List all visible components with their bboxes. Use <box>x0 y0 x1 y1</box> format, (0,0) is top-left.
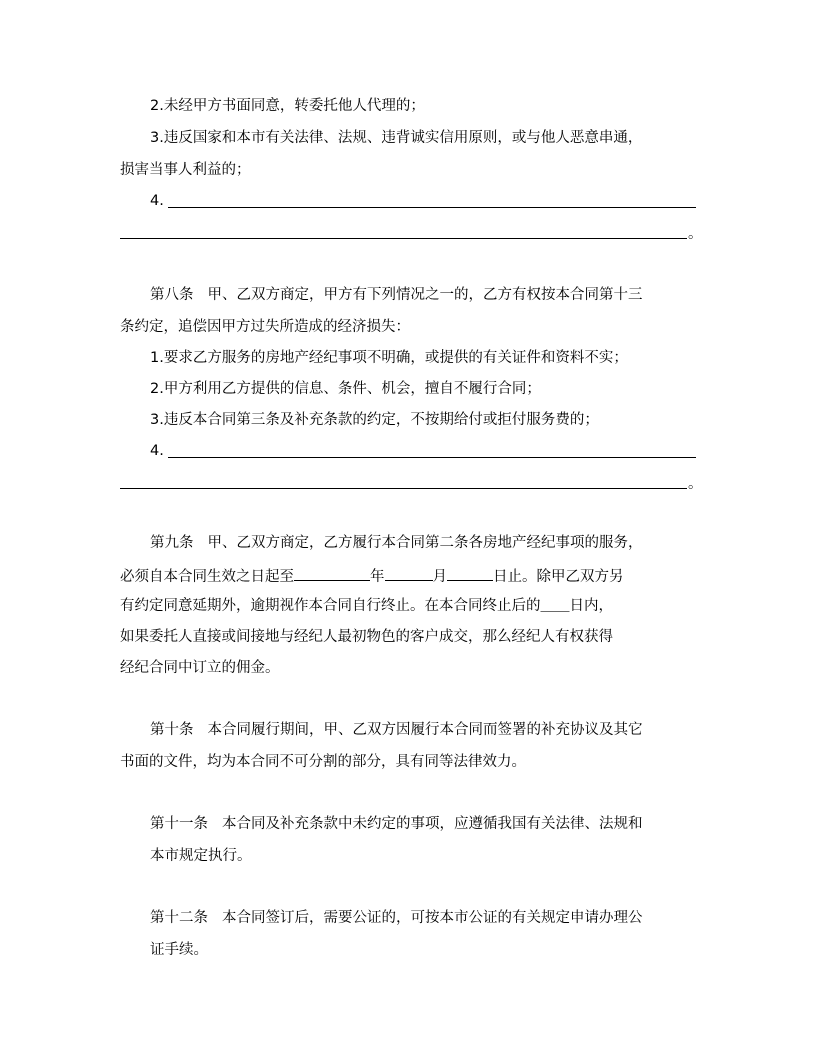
article10-heading: 第十条 <box>150 722 194 738</box>
article10-line2: 书面的文件，均为本合同不可分割的部分，具有同等法律效力。 <box>120 754 526 770</box>
article8-item4-label: 4. <box>150 443 164 459</box>
article9-days-blank: ＿＿ <box>540 598 570 614</box>
article8-item1: 1.要求乙方服务的房地产经纪事项不明确，或提供的有关证件和资料不实； <box>150 350 628 366</box>
article7-item4-end: 。 <box>688 226 703 242</box>
article9-text-1: 甲、乙双方商定，乙方履行本合同第二条各房地产经纪事项的服务， <box>207 535 643 551</box>
article12-heading: 第十二条 <box>150 910 208 926</box>
article9-year-label: 年 <box>370 569 385 585</box>
article9-year-blank <box>294 565 370 581</box>
article12-line1 <box>150 908 696 928</box>
article8-line2: 条约定，追偿因甲方过失所造成的经济损失： <box>120 319 410 335</box>
article12-text-1: 本合同签订后，需要公证的，可按本市公证的有关规定申请办理公 <box>222 910 643 926</box>
article11-line2: 本市规定执行。 <box>150 848 252 864</box>
article9-line2 <box>120 565 696 585</box>
article7-item3-line2: 损害当事人利益的； <box>120 162 251 178</box>
article9-text-2a: 必须自本合同生效之日起至 <box>120 569 294 585</box>
article9-day-blank <box>447 565 493 581</box>
article8-text-1: 甲、乙双方商定，甲方有下列情况之一的，乙方有权按本合同第十三 <box>207 287 643 303</box>
article9-line3 <box>120 596 696 616</box>
article9-text-3a: 有约定同意延期外，逾期视作本合同自行终止。在本合同终止后的 <box>120 598 541 614</box>
article9-month-label: 月 <box>432 569 447 585</box>
article11-text-1: 本合同及补充条款中未约定的事项，应遵循我国有关法律、法规和 <box>222 816 643 832</box>
article8-item4-fill-line-2 <box>120 488 687 489</box>
article9-text-3b: 日内， <box>569 598 613 614</box>
article9-month-blank <box>385 565 433 581</box>
article7-item4-fill-line-2 <box>120 238 687 239</box>
article8-heading: 第八条 <box>150 287 194 303</box>
article8-item3: 3.违反本合同第三条及补充条款的约定，不按期给付或拒付服务费的； <box>150 412 599 428</box>
article10-line1 <box>150 720 696 740</box>
article8-line1 <box>150 285 696 305</box>
article8-item4-fill-line-1 <box>168 457 696 458</box>
article7-item4-fill-line-1 <box>168 207 696 208</box>
article12-line2: 证手续。 <box>150 942 208 958</box>
article11-line1 <box>150 814 696 834</box>
article7-item3-line1: 3.违反国家和本市有关法律、法规、违背诚实信用原则，或与他人恶意串通， <box>150 130 643 146</box>
article8-item2: 2.甲方利用乙方提供的信息、条件、机会，擅自不履行合同； <box>150 381 541 397</box>
article9-line1 <box>150 533 696 553</box>
article9-day-label: 日止。除甲乙双方另 <box>493 569 624 585</box>
article10-text-1: 本合同履行期间，甲、乙双方因履行本合同而签署的补充协议及其它 <box>207 722 643 738</box>
article8-item4-end: 。 <box>688 476 703 492</box>
article9-heading: 第九条 <box>150 535 194 551</box>
article9-line5: 经纪合同中订立的佣金。 <box>120 660 280 676</box>
article7-item4-label: 4. <box>150 193 164 209</box>
article9-line4: 如果委托人直接或间接地与经纪人最初物色的客户成交，那么经纪人有权获得 <box>120 629 613 645</box>
article11-heading: 第十一条 <box>150 816 208 832</box>
article7-item2: 2.未经甲方书面同意，转委托他人代理的； <box>150 98 425 114</box>
